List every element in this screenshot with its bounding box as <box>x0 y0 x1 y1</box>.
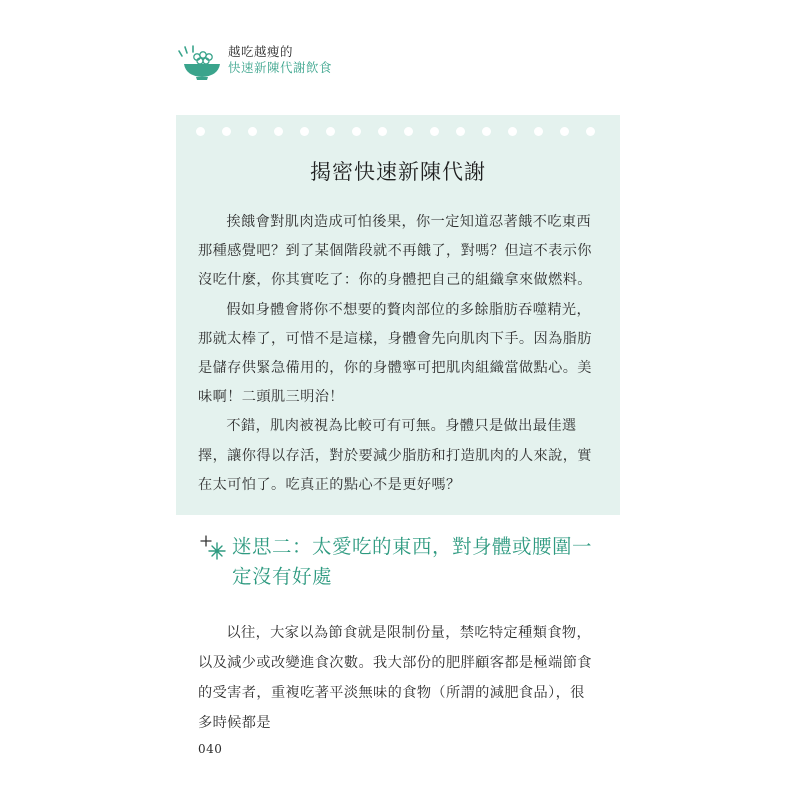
running-header <box>176 42 476 82</box>
dot <box>196 127 205 136</box>
section-heading: 迷思二：太愛吃的東西，對身體或腰圍一定沒有好處 <box>232 535 593 588</box>
dot <box>430 127 439 136</box>
perforation-dots <box>196 127 600 137</box>
dot <box>352 127 361 136</box>
book-title <box>228 44 468 76</box>
box-body <box>198 208 598 500</box>
book-title-line2: 快速新陳代謝飲食 <box>228 60 333 75</box>
dot <box>326 127 335 136</box>
sparkle-icon <box>198 534 226 562</box>
box-title: 揭密快速新陳代謝 <box>310 160 486 184</box>
dot <box>274 127 283 136</box>
dot <box>222 127 231 136</box>
main-body <box>198 618 598 738</box>
dot <box>378 127 387 136</box>
dot <box>534 127 543 136</box>
page-number: 040 <box>198 742 223 756</box>
dot <box>456 127 465 136</box>
salad-bowl-icon <box>176 42 224 82</box>
main-paragraph: 以往，大家以為節食就是限制份量，禁吃特定種類食物，以及減少或改變進食次數。我大部份的肥胖顧客都是極端節食的受害者，重複吃著平淡無味的食物（所謂的減肥食品），很多時候都是 <box>198 625 592 731</box>
dot <box>300 127 309 136</box>
dot <box>586 127 595 136</box>
box-paragraph-2: 假如身體會將你不想要的贅肉部位的多餘脂肪吞噬精光，那就太棒了，可惜不是這樣，身體會先向肌肉下手。因為脂肪是儲存供緊急備用的，你的身體寧可把肌肉組織當做點心。美味啊！二頭肌三明治！ <box>198 301 592 406</box>
dot <box>508 127 517 136</box>
dot <box>248 127 257 136</box>
dot <box>560 127 569 136</box>
box-paragraph-3: 不錯，肌肉被視為比較可有可無。身體只是做出最佳選擇，讓你得以存活，對於要減少脂肪和打造肌肉的人來說，實在太可怕了。吃真正的點心不是更好嗎？ <box>198 418 592 493</box>
dot <box>482 127 491 136</box>
book-title-line1: 越吃越瘦的 <box>228 44 294 59</box>
dot <box>404 127 413 136</box>
box-paragraph-1: 挨餓會對肌肉造成可怕後果，你一定知道忍著餓不吃東西那種感覺吧？到了某個階段就不再餓了，對嗎？但這不表示你沒吃什麼，你其實吃了：你的身體把自己的組織拿來做燃料。 <box>198 214 592 289</box>
